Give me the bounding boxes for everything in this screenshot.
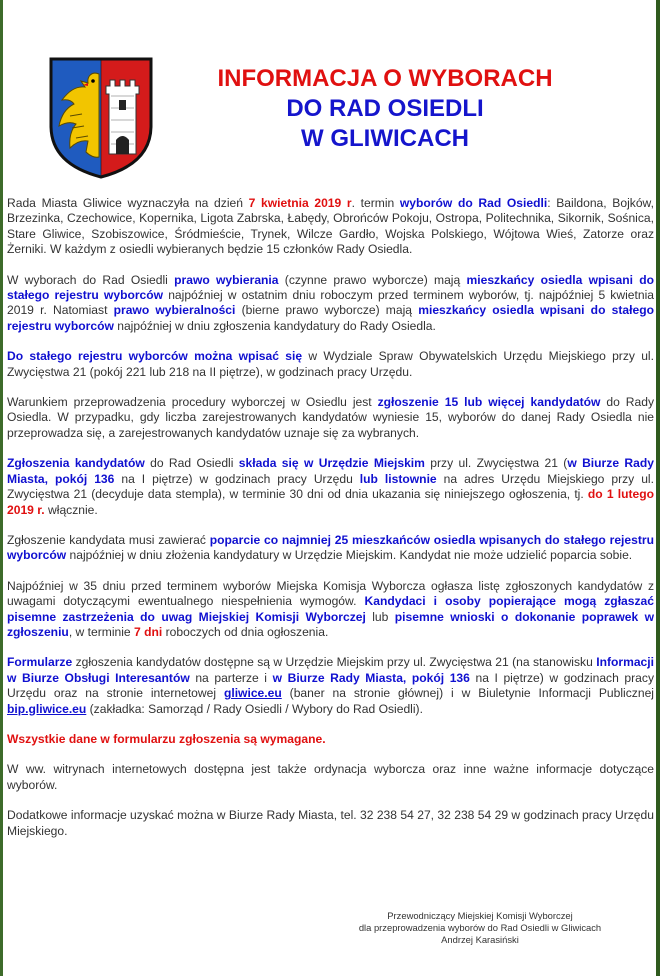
paragraph-support-requirement: Zgłoszenie kandydata musi zawierać poparcie co najmniej 25 mieszkańców osiedla wpisanych do stałego rejestru wyborców najpóźniej w dniu złożenia kandydatury w Urzędzie Miejskim. Kandydat nie może udzielić poparcia sobie. — [7, 532, 654, 563]
bip-link[interactable]: bip.gliwice.eu — [7, 701, 87, 716]
page-title — [150, 64, 620, 154]
announcement-body — [7, 196, 654, 854]
signature-line-2: dla przeprowadzenia wyborów do Rad Osiedli w Gliwicach — [358, 922, 602, 933]
paragraph-voter-register: Do stałego rejestru wyborców można wpisać się w Wydziale Spraw Obywatelskich Urzędu Miejskiego przy ul. Zwycięstwa 21 (pokój 221 lub 218 na II piętrze), w godzinach pracy Urzędu. — [7, 349, 654, 379]
signature-line-1: Przewodniczący Miejskiej Komisji Wyborczej — [387, 910, 573, 921]
gliwice-link[interactable]: gliwice.eu — [223, 686, 282, 701]
right-border-strip — [656, 0, 660, 976]
paragraph-forms: Formularze zgłoszenia kandydatów dostępne są w Urzędzie Miejskim przy ul. Zwycięstwa 21 (na stanowisku Informacji w Biurze Obsługi Interesantów na parterze i w Biurze Rady Miasta, pokój 136 na I piętrze) w godzinach pracy Urzędu oraz na stronie internetowej gliwice.eu (baner na stronie głównej) i w Biuletynie Informacji Publicznej bip.gliwice.eu (zakładka: Samorząd / Rady Osiedli / Wybory do Rad Osiedli). — [7, 655, 654, 716]
paragraph-objections: Najpóźniej w 35 dniu przed terminem wyborów Miejska Komisja Wyborcza ogłasza listę zgłoszonych kandydatów z uwagami dotyczącymi ewentualnego niespełnienia wymogów. Kandydaci i osoby popierające mogą zgłaszać pisemne zastrzeżenia do uwag Miejskiej Komisji Wyborczej lub pisemne wnioski o dokonanie poprawek w zgłoszeniu, w terminie 7 dni roboczych od dnia ogłoszenia. — [7, 578, 655, 639]
title-line-3: W GLIWICACH — [301, 125, 469, 152]
gliwice-coat-of-arms-icon — [48, 56, 154, 180]
paragraph-election-condition: Warunkiem przeprowadzenia procedury wyborczej w Osiedlu jest zgłoszenie 15 lub więcej kandydatów do Rady Osiedla. W przypadku, gdy liczba zarejestrowanych kandydatów wyniesie 15, wyborów do danej Rady Osiedla nie przeprowadza się, a zarejestrowanych kandydatów uznaje się za wybranych. — [7, 395, 655, 440]
paragraph-voting-rights: W wyborach do Rad Osiedli prawo wybierania (czynne prawo wyborcze) mają mieszkańcy osiedla wpisani do stałego rejestru wyborców najpóźniej w ostatnim dniu roboczym przed terminem wyborów, tj. najpóźniej 5 kwietnia 2019 r. Natomiast prawo wybieralności (bierne prawo wyborcze) mają mieszkańcy osiedla wpisani do stałego rejestru wyborców najpóźniej w dniu zgłoszenia kandydatury do Rady Osiedla. — [7, 272, 654, 333]
paragraph-candidate-submission: Zgłoszenia kandydatów do Rad Osiedli składa się w Urzędzie Miejskim przy ul. Zwycięstwa 21 (w Biurze Rady Miasta, pokój 136 na I piętrze) w godzinach pracy Urzędu lub listownie na adres Urzędu Miejskiego przy ul. Zwycięstwa 21 (decyduje data stempla), w terminie 30 dni od dnia ukazania się niniejszego ogłoszenia, tj. do 1 lutego 2019 r. włącznie. — [7, 456, 654, 517]
signature-block — [330, 910, 630, 946]
paragraph-contact: Dodatkowe informacje uzyskać można w Biurze Rady Miasta, tel. 32 238 54 27, 32 238 54 29 w godzinach pracy Urzędu Miejskiego. — [7, 808, 654, 838]
paragraph-websites: W ww. witrynach internetowych dostępna jest także ordynacja wyborcza oraz inne ważne informacje dotyczące wyborów. — [7, 762, 654, 792]
paragraph-required-data: Wszystkie dane w formularzu zgłoszenia są wymagane. — [7, 731, 326, 746]
signature-name: Andrzej Karasiński — [441, 934, 519, 945]
title-line-1: INFORMACJA O WYBORACH — [217, 65, 553, 92]
paragraph-election-date: Rada Miasta Gliwice wyznaczyła na dzień 7 kwietnia 2019 r. termin wyborów do Rad Osiedli: Baildona, Bojków, Brzezinka, Czechowice, Kopernika, Ligota Zabrska, Łabędy, Obrońców Pokoju, Ostropa, Politechnika, Sikornik, Sośnica, Stare Gliwice, Szobiszowice, Śródmieście, Trynek, Wilcze Gardło, Wojska Polskiego, Wójtowa Wieś, Zatorze oraz Żerniki. W każdym z osiedli wybieranych będzie 15 członków Rady Osiedla. — [7, 196, 654, 257]
left-border-strip — [0, 0, 3, 976]
title-line-2: DO RAD OSIEDLI — [286, 95, 484, 122]
